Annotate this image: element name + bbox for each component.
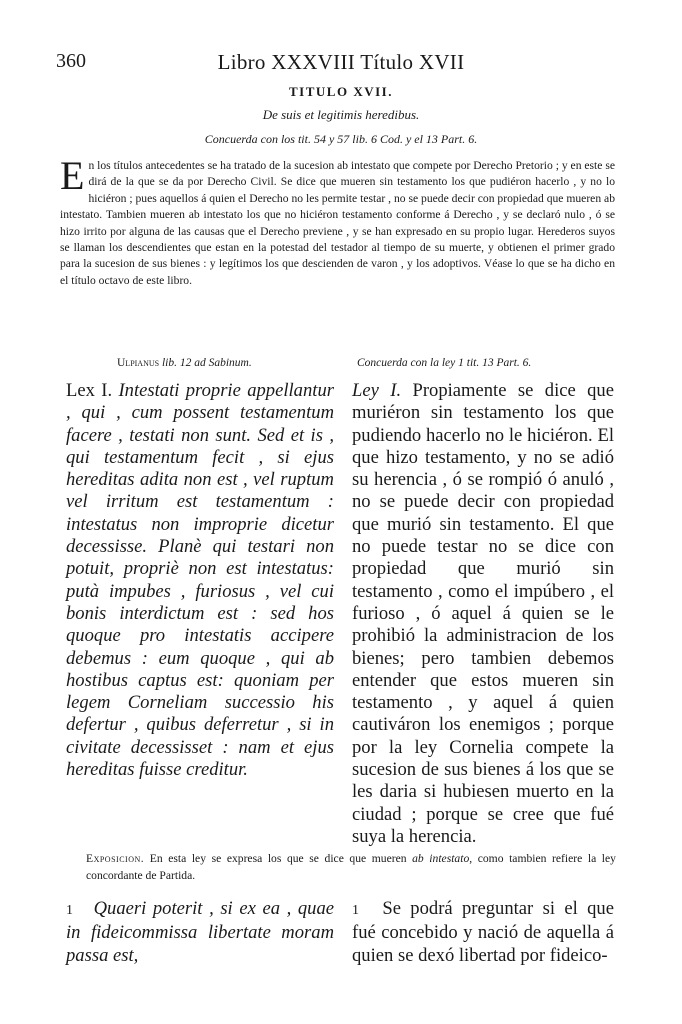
exposicion-italic-phrase: ab intestato: [412, 852, 470, 865]
intro-paragraph: [60, 153, 615, 289]
intro-text: n los títulos antecedentes se ha tratado de la sucesion ab intestato que compete por Derecho Pretorio ; y en este se dirá de la que se da por Derecho Civil. Se dice que mueren sin testamento los que pudiéron hacerlo , y no lo hiciéron ; pues aquellos á quien el Derecho no les permite testar , no se puede decir con propiedad que mueren ab intestato. Tambien mueren ab intestato los que no hiciéron testamento conforme á Derecho , y se declaró nulo , ó se hizo irrito por alguna de las causas que el Derecho previene , y se han expresado en su propio lugar. Herederos suyos se llaman los descendientes que estan en la potestad del testador al tiempo de su muerte, y obtienen el primer grado para la sucesion de sus bienes : y legítimos los que descienden de varon , y los adoptivos. Véase lo que se ha dicho en el título octavo de este libro.: [60, 159, 615, 287]
spanish-law-column: [352, 380, 614, 848]
exposicion-note: [86, 850, 616, 884]
running-head: [56, 50, 626, 80]
latin-column-heading: [117, 357, 252, 369]
spanish-law-text: Propiamente se dice que muriéron sin testamento los que pudiendo hacerlo no le hiciéron. El que hizo testamento, y no se adió su herencia , ó se rompió ó anuló , no se puede decir con propiedad que murió sin testamento. El que no puede testar no se dice con propiedad que murió sin testamento , como el impúbero , el furioso , ó aquel á quien se le prohibió la administracion de los bienes; pero tambien debemos entender que estos mueren sin testamento , y aquel á quien cautiváron los enemigos ; porque por la ley Cornelia compete la sucesion de sus bienes á los que se les daria si hubiesen muerto en la ciudad ; porque se cree que fué suya la herencia.: [352, 380, 614, 847]
source-author: Ulpianus: [117, 357, 160, 369]
latin-law-text: Intestati proprie appellantur , qui , cum possent testamentum facere , testati non sunt. Sed et is , qui testamentum fecit , si ejus hereditas adita non est , vel ruptum vel irritum est testamentum : intestatus non improprie dicetur decessisse. Planè qui testari non potuit, propriè non est intestatus: putà impubes , furiosus , vel cui bonis interdictum est : sed hos quoque pro intestatis accipere debemus : eum quoque , qui ab hostibus captus est: quoniam per legem Corneliam successio his defertur , quibus deferretur , si in civitate decessisset : nam et ejus hereditas fuisse creditur.: [66, 380, 334, 781]
running-title: Libro XXXVIII Título XVII: [217, 50, 465, 74]
page-number: 360: [56, 50, 86, 72]
paragraph-number: 1: [352, 903, 359, 918]
latin-paragraph-text: Quaeri poterit , si ex ea , quae in fideicommissa libertate moram passa est,: [66, 898, 334, 966]
spanish-paragraph-1: [352, 898, 614, 967]
exposicion-text-before: En esta ley se expresa los que se dice que mueren: [149, 852, 407, 865]
latin-paragraph-1: [66, 898, 334, 967]
latin-law-column: [66, 380, 334, 781]
lex-label: Lex I.: [66, 380, 113, 401]
spanish-paragraph-text: Se podrá preguntar si el que fué concebido y nació de aquella á quien se dexó libertad por fideico-: [352, 898, 614, 966]
exposicion-label: Exposicion.: [86, 852, 145, 865]
spanish-column-heading: Concuerda con la ley 1 tit. 13 Part. 6.: [357, 357, 532, 369]
paragraph-number: 1: [66, 903, 73, 918]
ley-label: Ley I.: [352, 380, 402, 401]
source-reference: lib. 12 ad Sabinum.: [161, 357, 252, 369]
titulo-heading: TITULO XVII.: [289, 84, 393, 99]
exposicion-text-after: , como tambien refiere la ley concordante de Partida.: [86, 852, 616, 882]
concordance-line: Concuerda con los tit. 54 y 57 lib. 6 Cod. y el 13 Part. 6.: [204, 132, 478, 146]
drop-cap: E: [60, 153, 85, 198]
titulo-subtitle: De suis et legitimis heredibus.: [262, 107, 420, 122]
